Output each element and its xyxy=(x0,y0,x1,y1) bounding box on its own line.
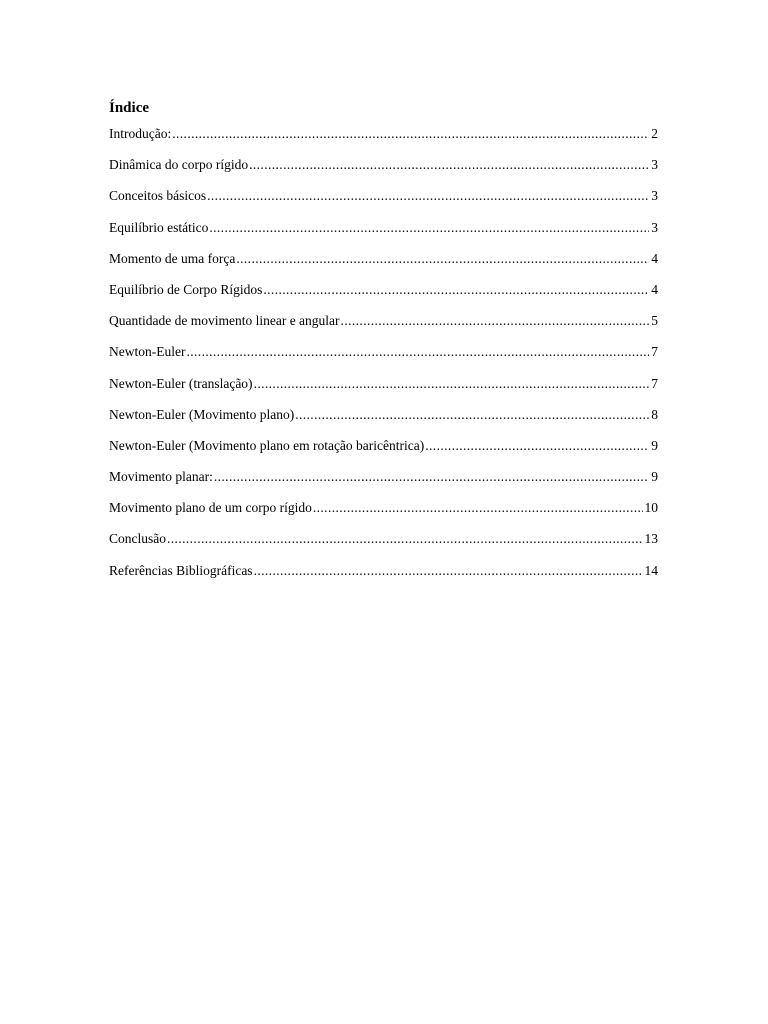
dot-leader xyxy=(186,342,649,362)
toc-entry-page: 8 xyxy=(651,406,658,422)
toc-entry[interactable] xyxy=(109,249,658,280)
toc-entry[interactable] xyxy=(109,405,658,436)
dot-leader xyxy=(209,218,649,238)
toc-entry-page: 3 xyxy=(651,188,658,204)
dot-leader xyxy=(167,529,643,549)
toc-entry-label: Newton-Euler (Movimento plano) xyxy=(109,406,295,422)
toc-entry[interactable] xyxy=(109,436,658,467)
toc-entry-page: 4 xyxy=(651,281,658,297)
toc-entry-page: 2 xyxy=(651,126,658,141)
toc-title: Índice xyxy=(109,100,150,116)
dot-leader xyxy=(313,498,643,518)
toc-entry-page: 9 xyxy=(651,437,658,453)
toc-entry-label: Movimento plano de um corpo rígido xyxy=(109,500,312,516)
toc-entry[interactable] xyxy=(109,124,658,155)
dot-leader xyxy=(263,280,649,300)
toc-entry[interactable] xyxy=(109,342,658,373)
toc-entry-label: Quantidade de movimento linear e angular xyxy=(109,313,340,329)
dot-leader xyxy=(341,311,650,331)
toc-entry-page: 14 xyxy=(644,562,658,578)
toc-entry-label: Introdução: xyxy=(109,126,172,141)
toc-entry[interactable] xyxy=(109,155,658,186)
dot-leader xyxy=(254,374,650,394)
toc-entry[interactable] xyxy=(109,467,658,498)
toc-entry-label: Conclusão xyxy=(109,531,166,547)
toc-entry-page: 9 xyxy=(651,469,658,485)
toc-entry-label: Equilíbrio estático xyxy=(109,219,209,235)
toc-list xyxy=(109,124,658,592)
dot-leader xyxy=(295,405,649,425)
toc-entry-label: Dinâmica do corpo rígido xyxy=(109,157,249,173)
toc-entry[interactable] xyxy=(109,561,658,592)
toc-entry-label: Momento de uma força xyxy=(109,250,236,266)
dot-leader xyxy=(172,124,649,144)
toc-entry-label: Newton-Euler xyxy=(109,344,186,360)
toc-entry[interactable] xyxy=(109,374,658,405)
toc-entry-page: 5 xyxy=(651,313,658,329)
dot-leader xyxy=(425,436,649,456)
dot-leader xyxy=(249,155,649,175)
toc-entry-label: Equilíbrio de Corpo Rígidos xyxy=(109,281,263,297)
toc-entry-label: Newton-Euler (Movimento plano em rotação baricêntrica) xyxy=(109,437,425,453)
toc-entry-label: Movimento planar: xyxy=(109,469,213,485)
toc-entry-label: Newton-Euler (translação) xyxy=(109,375,253,391)
toc-entry[interactable] xyxy=(109,529,658,560)
toc-entry-page: 3 xyxy=(651,157,658,173)
toc-entry[interactable] xyxy=(109,498,658,529)
toc-entry-page: 4 xyxy=(651,250,658,266)
dot-leader xyxy=(207,186,649,206)
dot-leader xyxy=(236,249,649,269)
toc-entry-page: 10 xyxy=(644,500,658,516)
toc-entry-page: 7 xyxy=(651,344,658,360)
dot-leader xyxy=(254,561,643,581)
dot-leader xyxy=(214,467,649,487)
toc-entry-page: 3 xyxy=(651,219,658,235)
toc-entry[interactable] xyxy=(109,280,658,311)
toc-entry[interactable] xyxy=(109,186,658,217)
toc-entry[interactable] xyxy=(109,311,658,342)
toc-entry-label: Referências Bibliográficas xyxy=(109,562,253,578)
toc-entry-page: 7 xyxy=(651,375,658,391)
toc-entry-label: Conceitos básicos xyxy=(109,188,207,204)
toc-entry-page: 13 xyxy=(644,531,658,547)
toc-entry[interactable] xyxy=(109,218,658,249)
